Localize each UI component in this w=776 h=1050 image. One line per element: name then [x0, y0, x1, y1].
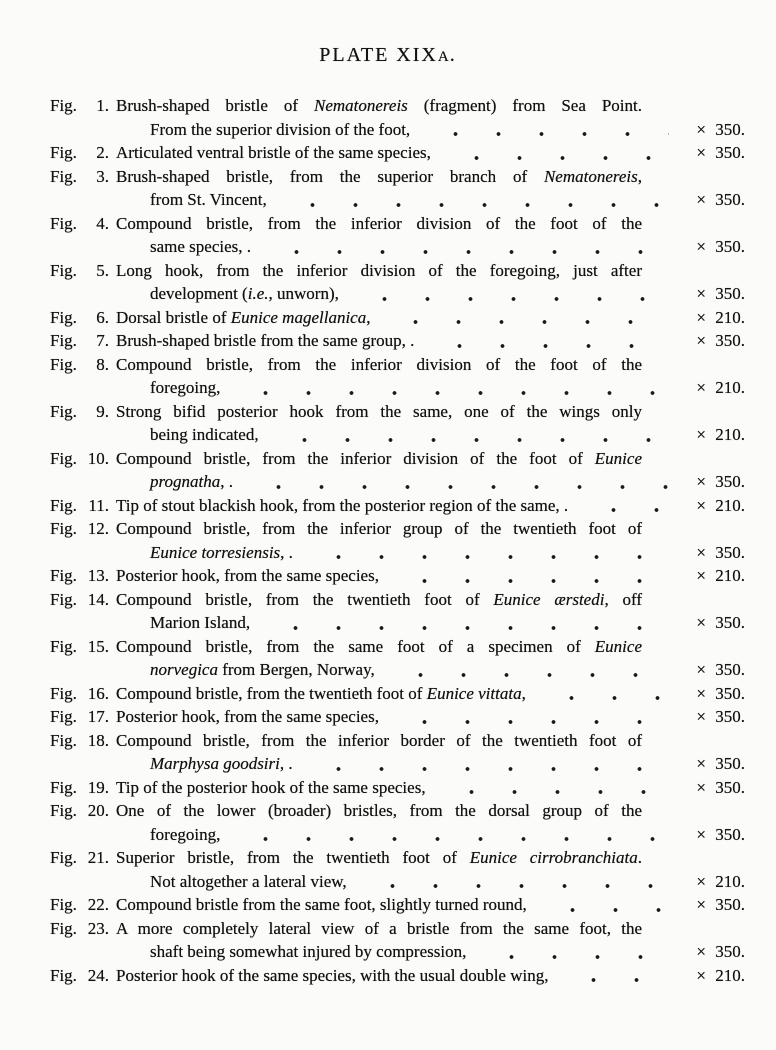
- figure-description: [116, 964, 745, 988]
- species-name: norvegica: [150, 660, 218, 679]
- text-line: [116, 682, 745, 706]
- dot-leader: [259, 235, 669, 259]
- text-segment: Posterior hook, from the same species,: [116, 707, 379, 726]
- text-segment: One of the lower (broader) bristles, from the dorsal group of the: [116, 801, 642, 820]
- figure-description: [116, 705, 745, 729]
- figure-entry: [50, 846, 745, 893]
- figure-entry: [50, 917, 745, 964]
- figure-entry: [50, 729, 745, 776]
- text-line: [116, 423, 745, 447]
- magnification-value: × 350.: [696, 754, 745, 773]
- text-line: [116, 353, 642, 377]
- magnification-value: × 350.: [696, 660, 745, 679]
- magnification-value: × 350.: [696, 777, 745, 797]
- figure-entry: [50, 893, 745, 917]
- figure-description: [116, 447, 745, 494]
- description-text: [116, 682, 526, 706]
- magnification-value: × 210.: [696, 566, 745, 585]
- figure-label: Fig.: [50, 401, 77, 421]
- dot-leader: [228, 376, 669, 400]
- text-segment: , .: [280, 542, 293, 562]
- text-line: [116, 306, 745, 330]
- figure-description: [116, 682, 745, 706]
- figure-entry: [50, 964, 745, 988]
- figure-description: [116, 141, 745, 165]
- figure-entry: [50, 588, 745, 635]
- figure-number: 11.: [88, 495, 109, 515]
- text-segment: Marion Island,: [150, 613, 251, 632]
- dot-leader: [383, 658, 669, 682]
- text-segment: Superior bristle, from the twentieth foot of: [116, 848, 470, 867]
- figure-number: 13.: [87, 566, 109, 585]
- figure-number: 9.: [96, 401, 109, 421]
- magnification-value: × 350.: [696, 190, 745, 209]
- description-text: [116, 541, 293, 565]
- dot-leader: [241, 470, 669, 494]
- description-text: [116, 870, 347, 894]
- species-name: Eunice torresiensis: [150, 542, 281, 562]
- figure-entry: [50, 776, 745, 800]
- description-text: [116, 282, 339, 306]
- magnification-value: × 350.: [696, 143, 745, 162]
- figure-list: [50, 94, 745, 987]
- plate-title-period: .: [449, 44, 457, 66]
- text-line: [116, 776, 745, 800]
- figure-label: Fig.: [50, 895, 77, 914]
- dot-leader: [275, 188, 669, 212]
- text-line: [116, 611, 745, 635]
- figure-label: Fig.: [50, 636, 77, 656]
- text-segment: Tip of the posterior hook of the same species,: [116, 777, 426, 797]
- dot-leader: [434, 776, 669, 800]
- description-text: [116, 611, 250, 635]
- text-line: [116, 400, 642, 424]
- text-segment: from Bergen, Norway,: [217, 660, 375, 679]
- text-segment: Brush-shaped bristle, from the superior branch of: [116, 166, 544, 186]
- magnification-value: × 350.: [696, 119, 745, 139]
- text-line: [116, 752, 745, 776]
- species-name: prognatha: [150, 472, 221, 491]
- description-text: [116, 494, 568, 518]
- text-line: [116, 329, 745, 353]
- figure-description: [116, 165, 745, 212]
- figure-label: Fig.: [50, 918, 77, 938]
- figure-number: 18.: [87, 730, 109, 750]
- figure-number: 6.: [96, 307, 109, 327]
- text-segment: Compound bristle from the same foot, slightly turned round,: [116, 895, 527, 914]
- figure-entry: [50, 94, 745, 141]
- figure-label: Fig.: [50, 213, 77, 233]
- description-text: [116, 188, 267, 212]
- figure-number: 3.: [96, 166, 109, 186]
- figure-number: 23.: [87, 918, 109, 938]
- description-text: [116, 355, 642, 374]
- figure-description: [116, 494, 745, 518]
- description-text: [116, 731, 642, 750]
- text-segment: (fragment) from Sea Point.: [407, 96, 642, 115]
- text-line: [116, 94, 642, 118]
- figure-description: [116, 917, 745, 964]
- text-line: [116, 517, 642, 541]
- dot-leader: [301, 541, 669, 565]
- species-name: Eunice ærstedi: [493, 589, 605, 609]
- figure-description: [116, 564, 745, 588]
- text-line: [116, 494, 745, 518]
- dot-leader: [378, 306, 669, 330]
- description-text: [116, 118, 410, 142]
- dot-leader: [422, 329, 669, 353]
- text-line: [116, 470, 745, 494]
- figure-entry: [50, 212, 745, 259]
- description-text: [116, 449, 642, 468]
- figure-number: 4.: [96, 213, 109, 233]
- figure-label: Fig.: [50, 307, 77, 327]
- text-line: [116, 846, 642, 870]
- figure-label: Fig.: [50, 354, 77, 374]
- description-text: [116, 564, 379, 588]
- dot-leader: [576, 494, 669, 518]
- magnification-value: × 350.: [696, 683, 745, 703]
- figure-label: Fig.: [50, 777, 77, 797]
- text-line: [116, 282, 745, 306]
- text-segment: Not altogether a lateral view,: [150, 871, 347, 891]
- magnification-value: × 210.: [696, 495, 745, 515]
- dot-leader: [387, 564, 669, 588]
- figure-number: 12.: [87, 519, 109, 538]
- text-line: [116, 917, 642, 941]
- magnification-value: × 350.: [696, 613, 745, 632]
- figure-entry: [50, 165, 745, 212]
- figure-entry: [50, 353, 745, 400]
- text-segment: from St. Vincent,: [150, 190, 267, 209]
- description-text: [116, 848, 642, 867]
- text-segment: being indicated,: [150, 425, 259, 444]
- text-segment: Dorsal bristle of: [116, 307, 231, 327]
- figure-description: [116, 588, 745, 635]
- description-text: [116, 658, 375, 682]
- text-line: [116, 141, 745, 165]
- text-segment: foregoing,: [150, 824, 221, 844]
- figure-description: [116, 799, 745, 846]
- figure-entry: [50, 259, 745, 306]
- figure-entry: [50, 494, 745, 518]
- text-segment: Compound bristle, from the inferior group of the twentieth foot of: [116, 519, 642, 538]
- magnification-value: × 350.: [696, 284, 745, 303]
- text-line: [116, 658, 745, 682]
- species-name: Eunice magellanica: [230, 307, 367, 327]
- text-segment: , .: [279, 754, 293, 773]
- text-segment: , unworn),: [268, 284, 339, 303]
- description-text: [116, 919, 642, 938]
- magnification-value: × 350.: [696, 331, 745, 350]
- text-segment: Tip of stout blackish hook, from the posterior region of the same, .: [116, 495, 569, 515]
- text-line: [116, 588, 642, 612]
- dot-leader: [267, 423, 669, 447]
- text-line: [116, 705, 745, 729]
- figure-description: [116, 212, 745, 259]
- figure-number: 5.: [96, 260, 109, 280]
- text-segment: Compound bristle, from the inferior division of the foot of the: [116, 354, 642, 374]
- text-segment: Brush-shaped bristle from the same group, .: [116, 331, 415, 350]
- description-text: [116, 167, 642, 186]
- description-text: [116, 893, 527, 917]
- figure-description: [116, 729, 745, 776]
- figure-entry: [50, 517, 745, 564]
- figure-label: Fig.: [50, 143, 77, 162]
- figure-number: 21.: [87, 848, 109, 867]
- text-line: [116, 447, 642, 471]
- description-text: [116, 823, 220, 847]
- text-segment: foregoing,: [150, 378, 221, 397]
- figure-description: [116, 635, 745, 682]
- magnification-value: × 210.: [696, 965, 745, 985]
- figure-number: 2.: [96, 143, 109, 162]
- figure-description: [116, 400, 745, 447]
- figure-number: 1.: [96, 96, 109, 115]
- figure-number: 16.: [87, 683, 109, 703]
- dot-leader: [474, 940, 669, 964]
- figure-label: Fig.: [50, 448, 77, 468]
- dot-leader: [258, 611, 669, 635]
- figure-description: [116, 353, 745, 400]
- description-text: [116, 752, 293, 776]
- figure-label: Fig.: [50, 801, 77, 820]
- text-segment: Brush-shaped bristle of: [116, 96, 314, 115]
- figure-entry: [50, 329, 745, 353]
- text-segment: Strong bifid posterior hook from the same, one of the wings only: [116, 401, 642, 421]
- text-segment: same species, .: [150, 237, 252, 256]
- description-text: [116, 423, 259, 447]
- figure-entry: [50, 635, 745, 682]
- description-text: [116, 801, 642, 820]
- figure-entry: [50, 705, 745, 729]
- plate-title: [0, 44, 776, 67]
- text-segment: Compound bristle, from the same foot of a specimen of: [116, 636, 595, 656]
- text-line: [116, 940, 745, 964]
- figure-number: 8.: [96, 354, 109, 374]
- figure-label: Fig.: [50, 589, 77, 609]
- figure-label: Fig.: [50, 707, 77, 726]
- text-segment: Articulated ventral bristle of the same species,: [116, 143, 431, 162]
- text-segment: ,: [637, 166, 642, 186]
- figure-number: 7.: [96, 331, 109, 350]
- figure-entry: [50, 400, 745, 447]
- text-line: [116, 870, 745, 894]
- magnification-value: × 350.: [696, 824, 745, 844]
- text-line: [116, 235, 745, 259]
- text-segment: ,: [366, 307, 371, 327]
- figure-number: 10.: [87, 448, 109, 468]
- text-line: [116, 893, 745, 917]
- dot-leader: [534, 682, 669, 706]
- description-text: [116, 96, 642, 115]
- magnification-value: × 350.: [696, 895, 745, 914]
- figure-entry: [50, 799, 745, 846]
- text-segment: Compound bristle, from the twentieth foot of: [116, 589, 494, 609]
- magnification-value: × 350.: [696, 707, 745, 726]
- text-line: [116, 635, 642, 659]
- figure-entry: [50, 682, 745, 706]
- figure-label: Fig.: [50, 495, 77, 515]
- species-name: Eunice: [594, 448, 642, 468]
- magnification-value: × 210.: [696, 425, 745, 444]
- text-line: [116, 212, 642, 236]
- text-segment: Posterior hook of the same species, with the usual double wing,: [116, 965, 549, 985]
- text-segment: Compound bristle, from the twentieth foot of: [116, 683, 427, 703]
- figure-description: [116, 517, 745, 564]
- description-text: [116, 964, 548, 988]
- text-line: [116, 964, 745, 988]
- figure-label: Fig.: [50, 96, 77, 115]
- figure-number: 14.: [87, 589, 109, 609]
- figure-entry: [50, 141, 745, 165]
- description-text: [116, 637, 642, 656]
- figure-number: 24.: [87, 965, 109, 985]
- text-segment: Long hook, from the inferior division of the foregoing, just after: [116, 260, 642, 280]
- figure-number: 19.: [87, 777, 109, 797]
- text-line: [116, 118, 745, 142]
- species-name: Nematonereis: [543, 166, 638, 186]
- description-text: [116, 590, 642, 609]
- plate-title-smallcap: A: [437, 49, 450, 65]
- description-text: [116, 705, 379, 729]
- text-line: [116, 165, 642, 189]
- species-name: Eunice: [594, 636, 642, 656]
- description-text: [116, 519, 642, 538]
- figure-label: Fig.: [50, 566, 77, 585]
- figure-description: [116, 776, 745, 800]
- figure-label: Fig.: [50, 683, 77, 703]
- figure-label: Fig.: [50, 331, 77, 350]
- figure-label: Fig.: [50, 519, 77, 538]
- dot-leader: [439, 141, 669, 165]
- dot-leader: [355, 870, 669, 894]
- magnification-value: × 350.: [696, 472, 745, 491]
- figure-label: Fig.: [50, 260, 77, 280]
- text-line: [116, 541, 745, 565]
- magnification-value: × 350.: [696, 237, 745, 256]
- description-text: [116, 306, 370, 330]
- description-text: [116, 776, 426, 800]
- description-text: [116, 235, 251, 259]
- description-text: [116, 214, 642, 233]
- text-segment: , off: [604, 589, 642, 609]
- text-segment: ,: [521, 683, 526, 703]
- figure-description: [116, 846, 745, 893]
- figure-description: [116, 893, 745, 917]
- dot-leader: [301, 752, 669, 776]
- text-segment: development (: [150, 284, 248, 303]
- description-text: [116, 141, 431, 165]
- text-segment: Posterior hook, from the same species,: [116, 566, 379, 585]
- figure-description: [116, 306, 745, 330]
- figure-entry: [50, 447, 745, 494]
- figure-label: Fig.: [50, 166, 77, 186]
- species-name: Eunice vittata: [426, 683, 522, 703]
- text-segment: A more completely lateral view of a bristle from the same foot, the: [116, 918, 642, 938]
- dot-leader: [535, 893, 669, 917]
- description-text: [116, 329, 414, 353]
- figure-label: Fig.: [50, 730, 77, 750]
- magnification-value: × 350.: [696, 542, 745, 562]
- description-text: [116, 940, 466, 964]
- dot-leader: [228, 823, 669, 847]
- species-name: Nematonereis: [313, 96, 408, 115]
- text-line: [116, 729, 642, 753]
- text-line: [116, 188, 745, 212]
- figure-label: Fig.: [50, 965, 77, 985]
- text-segment: Compound bristle, from the inferior division of the foot of the: [116, 213, 642, 233]
- dot-leader: [347, 282, 669, 306]
- species-name: i.e.: [247, 284, 269, 303]
- text-line: [116, 376, 745, 400]
- text-line: [116, 564, 745, 588]
- text-segment: From the superior division of the foot,: [150, 119, 411, 139]
- text-segment: , .: [220, 472, 233, 491]
- figure-number: 20.: [87, 801, 109, 820]
- figure-description: [116, 329, 745, 353]
- text-line: [116, 823, 745, 847]
- text-line: [116, 799, 642, 823]
- species-name: Marphysa goodsiri: [150, 754, 280, 773]
- figure-description: [116, 94, 745, 141]
- dot-leader: [387, 705, 669, 729]
- figure-number: 15.: [87, 636, 109, 656]
- magnification-value: × 210.: [696, 871, 745, 891]
- dot-leader: [556, 964, 669, 988]
- figure-entry: [50, 564, 745, 588]
- plate-title-main: PLATE XIX: [319, 44, 438, 66]
- figure-number: 17.: [87, 707, 109, 726]
- text-segment: Compound bristle, from the inferior border of the twentieth foot of: [116, 730, 642, 750]
- text-segment: Compound bristle, from the inferior division of the foot of: [116, 448, 595, 468]
- species-name: Eunice cirrobranchiata: [469, 848, 638, 867]
- magnification-value: × 350.: [696, 942, 745, 961]
- magnification-value: × 210.: [696, 378, 745, 397]
- figure-entry: [50, 306, 745, 330]
- text-segment: shaft being somewhat injured by compression,: [150, 942, 467, 961]
- description-text: [116, 376, 220, 400]
- figure-number: 22.: [87, 895, 109, 914]
- description-text: [116, 402, 642, 421]
- text-segment: .: [637, 848, 642, 867]
- dot-leader: [418, 118, 669, 142]
- description-text: [116, 261, 642, 280]
- figure-label: Fig.: [50, 848, 77, 867]
- text-line: [116, 259, 642, 283]
- magnification-value: × 210.: [696, 307, 745, 327]
- description-text: [116, 470, 233, 494]
- figure-description: [116, 259, 745, 306]
